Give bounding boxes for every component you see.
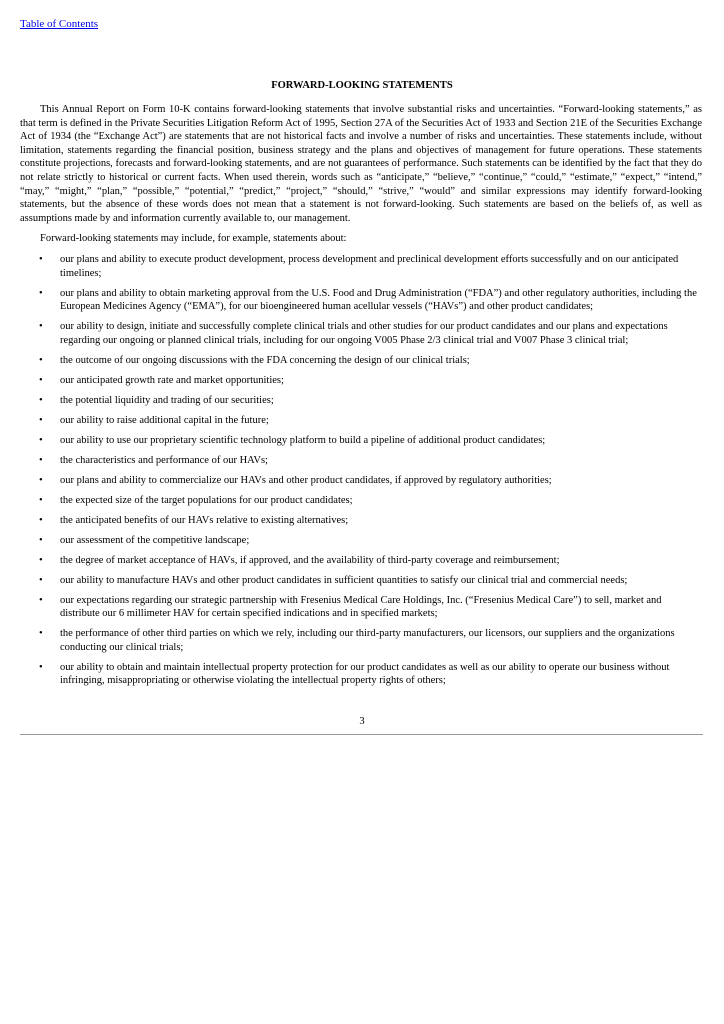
bullet-text: our plans and ability to execute product development, process development and preclinical development efforts successfully and on our anticipated timelines; — [60, 254, 679, 279]
bullet-icon: • — [39, 321, 43, 333]
bullet-icon: • — [39, 628, 43, 640]
bullet-text: our ability to design, initiate and successfully complete clinical trials and other studies for our product candidates and our plans and expectations regarding our ongoing or planned clinical trials, including for our ongoing V005 Phase 2/3 clinical trial and V007 Phase 3 clinical trial; — [60, 321, 668, 346]
bullet-item — [20, 394, 702, 408]
bullet-text: the performance of other third parties on which we rely, including our third-party manufacturers, our licensors, our suppliers and the organizations conducting our clinical trials; — [60, 628, 675, 653]
section-title: FORWARD-LOOKING STATEMENTS — [271, 80, 453, 91]
bullet-item — [20, 434, 702, 448]
bullet-icon: • — [39, 434, 43, 446]
bullet-item — [20, 661, 702, 688]
bullet-item — [20, 454, 702, 468]
bullet-item — [20, 253, 702, 280]
bullet-text: the anticipated benefits of our HAVs relative to existing alternatives; — [60, 514, 349, 526]
bullet-text: the expected size of the target populations for our product candidates; — [60, 494, 353, 506]
bullet-icon: • — [39, 494, 43, 506]
bullet-text: our ability to use our proprietary scientific technology platform to build a pipeline of additional product candidates; — [60, 434, 546, 446]
bullet-icon: • — [39, 394, 43, 406]
page-divider — [20, 734, 703, 735]
bullet-text: our ability to raise additional capital in the future; — [60, 414, 269, 426]
bullet-item — [20, 414, 702, 428]
intro-paragraph: This Annual Report on Form 10-K contains forward-looking statements that involve substantial risks and uncertainties. “Forward-looking statements,” as that term is defined in the Private Securities Litigation Reform Act of 1995, Section 27A of the Securities Act of 1933 and Section 21E of the Securities Exchange Act of 1934 (the “Exchange Act”) are statements that are not historical facts and involve a number of risks and uncertainties. These statements include, without limitation, statements regarding the financial position, business strategy and the plans and objectives of management for future operations. These statements constitute projections, forecasts and forward-looking statements, and are not guarantees of performance. Such statements can be identified by the fact that they do not relate strictly to historical or current facts. When used therein, words such as “anticipate,” “believe,” “continue,” “could,” “estimate,” “expect,” “intend,” “may,” “might,” “plan,” “possible,” “potential,” “predict,” “project,” “should,” “strive,” “would” and similar expressions may identify forward-looking statements, but the absence of these words does not mean that a statement is not forward-looking. Such statements are based on the beliefs of, as well as assumptions made by and information currently available to, our management. — [20, 104, 702, 224]
bullet-item — [20, 514, 702, 528]
bullet-text: our anticipated growth rate and market opportunities; — [60, 374, 284, 386]
bullet-item — [20, 574, 702, 588]
bullet-text: our ability to obtain and maintain intellectual property protection for our product candidates as well as our ability to operate our business without infringing, misappropriating or otherwise violating the intellectual property rights of others; — [60, 661, 670, 687]
bullet-item — [20, 627, 702, 654]
bullet-text: our expectations regarding our strategic partnership with Fresenius Medical Care Holdings, Inc. (“Fresenius Medical Care”) to sell, market and distribute our 6 millimeter HAV for certain specified indications and in specified markets; — [60, 594, 662, 620]
bullet-text: the characteristics and performance of our HAVs; — [60, 454, 268, 466]
bullet-item — [20, 354, 702, 368]
bullet-icon: • — [39, 594, 43, 606]
bullet-item — [20, 474, 702, 488]
bullet-icon: • — [39, 661, 43, 673]
bullet-text: our ability to manufacture HAVs and other product candidates in sufficient quantities to satisfy our clinical trial and commercial needs; — [60, 574, 628, 586]
bullet-icon: • — [39, 514, 43, 526]
bullet-icon: • — [39, 534, 43, 546]
bullet-text: our assessment of the competitive landscape; — [60, 534, 250, 546]
bullet-text: our plans and ability to commercialize our HAVs and other product candidates, if approved by regulatory authorities; — [60, 474, 552, 486]
bullet-item — [20, 594, 702, 621]
bullet-item — [20, 320, 702, 347]
bullet-item — [20, 494, 702, 508]
bullet-item — [20, 554, 702, 568]
bullet-item — [20, 287, 702, 314]
bullet-text: our plans and ability to obtain marketing approval from the U.S. Food and Drug Administration (“FDA”) and other regulatory authorities, including the European Medicines Agency (“EMA”), for our bioengineered human acellular vessels (“HAVs”) and other product candidates; — [60, 287, 697, 313]
bullet-text: the outcome of our ongoing discussions with the FDA concerning the design of our clinical trials; — [60, 354, 470, 366]
bullet-item — [20, 374, 702, 388]
bullet-icon: • — [39, 414, 43, 426]
bullet-icon: • — [39, 354, 43, 366]
bullet-icon: • — [39, 454, 43, 466]
bullet-icon: • — [39, 287, 43, 299]
table-of-contents-link[interactable]: Table of Contents — [20, 18, 99, 30]
bullet-icon: • — [39, 574, 43, 586]
bullet-icon: • — [39, 474, 43, 486]
bullet-text: the potential liquidity and trading of our securities; — [60, 394, 274, 406]
bullet-text: the degree of market acceptance of HAVs, if approved, and the availability of third-party coverage and reimbursement; — [60, 554, 560, 566]
page-number: 3 — [359, 716, 365, 727]
bullet-item — [20, 534, 702, 548]
bullet-icon: • — [39, 254, 43, 265]
bullet-list-lead: Forward-looking statements may include, for example, statements about: — [40, 233, 347, 244]
bullet-icon: • — [39, 554, 43, 566]
forward-looking-bullet-list — [20, 253, 702, 694]
bullet-icon: • — [39, 374, 43, 386]
